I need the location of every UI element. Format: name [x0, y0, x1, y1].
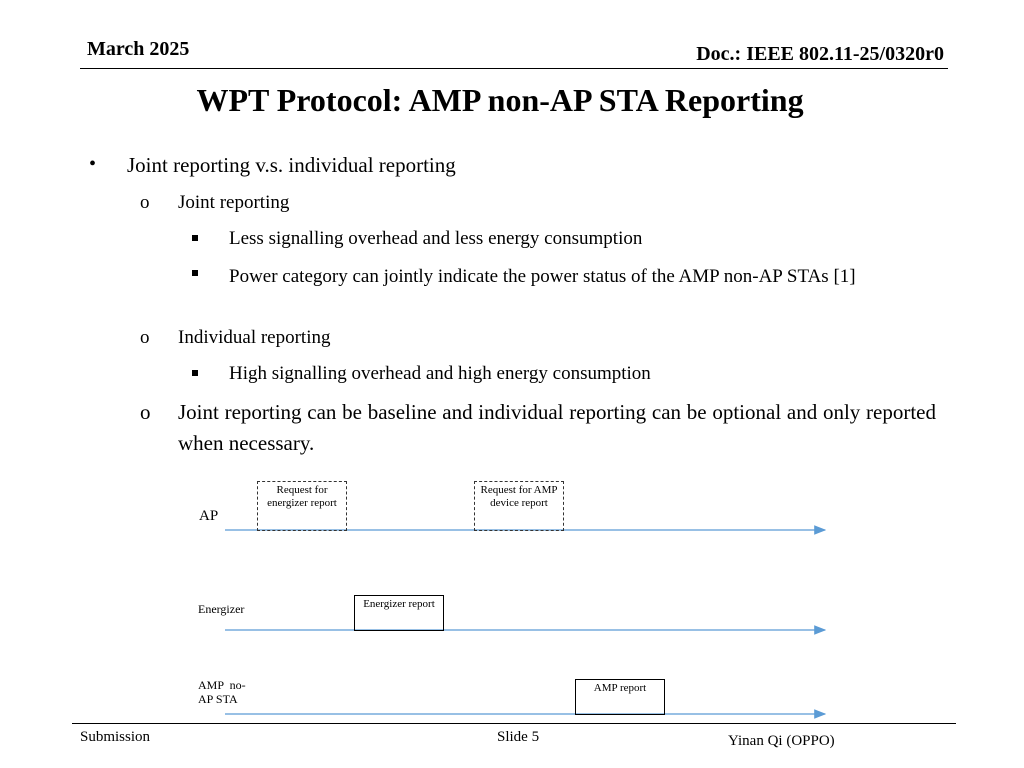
sub-bullet-individual-reporting: Individual reporting: [178, 327, 331, 348]
sub-bullet-marker: o: [140, 192, 150, 213]
bullet-dot: •: [89, 153, 97, 175]
box-amp-report: AMP report: [575, 679, 665, 715]
lane-label-amp-sta-line2: AP STA: [198, 692, 238, 706]
box-request-energizer-report: Request for energizer report: [257, 481, 347, 531]
individual-item-1: High signalling overhead and high energy consumption: [229, 363, 651, 384]
sub-bullet-marker: o: [140, 327, 150, 348]
box-request-amp-device-report: Request for AMP device report: [474, 481, 564, 531]
sub-bullet-marker: o: [140, 400, 151, 424]
lane-label-energizer: Energizer: [198, 602, 245, 616]
footer-submission: Submission: [80, 729, 151, 745]
header-doc-id: Doc.: IEEE 802.11-25/0320r0: [696, 43, 944, 65]
bullet-joint-vs-individual: Joint reporting v.s. individual reporting: [127, 153, 456, 177]
lane-label-ap: AP: [199, 508, 219, 524]
footer-rule: [72, 723, 956, 724]
joint-item-1: Less signalling overhead and less energy consumption: [229, 228, 643, 249]
conclusion-text: Joint reporting can be baseline and individual reporting can be optional and only reported when necessary.: [178, 400, 936, 455]
sub-bullet-joint-reporting: Joint reporting: [178, 192, 290, 213]
lane-label-amp-sta: [198, 678, 246, 706]
joint-item-2: Power category can jointly indicate the power status of the AMP non-AP STAs [1]: [229, 266, 856, 287]
slide-title: WPT Protocol: AMP non-AP STA Reporting: [196, 82, 804, 118]
footer-author: Yinan Qi (OPPO): [728, 733, 835, 749]
lane-label-amp-sta-line1: AMP no-: [198, 678, 246, 692]
header-date: March 2025: [87, 38, 190, 60]
footer-slide-number: Slide 5: [497, 729, 540, 745]
box-energizer-report: Energizer report: [354, 595, 444, 631]
